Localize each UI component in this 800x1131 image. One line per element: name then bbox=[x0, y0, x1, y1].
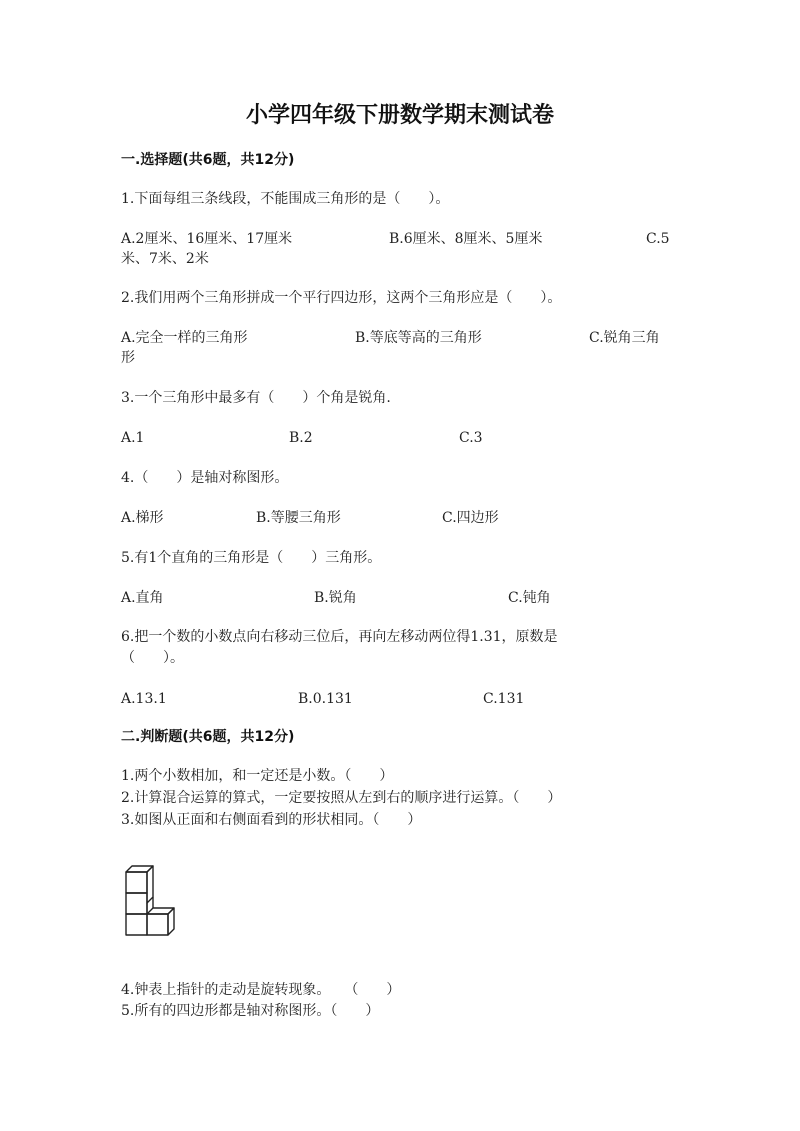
cube-front-middle bbox=[126, 893, 147, 914]
question-3-option-b: B.2 bbox=[289, 430, 313, 446]
question-4-option-a: A.梯形 bbox=[121, 510, 164, 526]
judgment-2: 2.计算混合运算的算式，一定要按照从左到右的顺序进行运算。（ ） bbox=[121, 790, 562, 806]
question-1-stem: 1.下面每组三条线段，不能围成三角形的是（ ）。 bbox=[121, 191, 450, 207]
question-6-option-a: A.13.1 bbox=[121, 691, 167, 707]
section-heading-judgment: 二.判断题(共6题，共12分) bbox=[121, 729, 295, 745]
question-2-stem: 2.我们用两个三角形拼成一个平行四边形，这两个三角形应是（ ）。 bbox=[121, 290, 562, 306]
cube-right-top-face bbox=[147, 908, 174, 914]
question-5-option-b: B.锐角 bbox=[314, 590, 357, 606]
question-1-option-c: C.5 bbox=[646, 231, 670, 247]
section-heading-choice: 一.选择题(共6题，共12分) bbox=[121, 152, 295, 168]
question-1-option-b: B.6厘米、8厘米、5厘米 bbox=[389, 231, 543, 247]
cube-right-side-face bbox=[168, 908, 174, 935]
question-2-option-c-continued: 形 bbox=[121, 350, 135, 366]
question-4-stem: 4.（ ）是轴对称图形。 bbox=[121, 470, 289, 486]
cube-front-top bbox=[126, 872, 147, 893]
question-6-option-c: C.131 bbox=[483, 691, 525, 707]
page-title: 小学四年级下册数学期末测试卷 bbox=[245, 102, 554, 128]
question-2-option-b: B.等底等高的三角形 bbox=[355, 330, 482, 346]
question-3-option-a: A.1 bbox=[121, 430, 145, 446]
cube-top-face bbox=[126, 866, 153, 872]
question-2-option-c: C.锐角三角 bbox=[589, 330, 660, 346]
question-1-option-c-continued: 米、7米、2米 bbox=[121, 251, 209, 267]
judgment-4: 4.钟表上指针的走动是旋转现象。 （ ） bbox=[121, 982, 401, 998]
cube-stack-figure bbox=[118, 860, 188, 940]
question-6-stem-continued: （ ）。 bbox=[121, 650, 184, 666]
question-5-option-c: C.钝角 bbox=[508, 590, 551, 606]
question-5-stem: 5.有1个直角的三角形是（ ）三角形。 bbox=[121, 550, 382, 566]
question-3-option-c: C.3 bbox=[459, 430, 483, 446]
question-3-stem: 3.一个三角形中最多有（ ）个角是锐角. bbox=[121, 390, 391, 406]
question-6-option-b: B.0.131 bbox=[298, 691, 353, 707]
question-4-option-c: C.四边形 bbox=[442, 510, 499, 526]
question-1-option-a: A.2厘米、16厘米、17厘米 bbox=[121, 231, 293, 247]
judgment-5: 5.所有的四边形都是轴对称图形。（ ） bbox=[121, 1003, 380, 1019]
cube-front-right bbox=[147, 914, 168, 935]
question-4-option-b: B.等腰三角形 bbox=[256, 510, 341, 526]
judgment-1: 1.两个小数相加，和一定还是小数。（ ） bbox=[121, 768, 394, 784]
cube-front-bottom bbox=[126, 914, 147, 935]
judgment-3: 3.如图从正面和右侧面看到的形状相同。（ ） bbox=[121, 812, 422, 828]
question-6-stem: 6.把一个数的小数点向右移动三位后，再向左移动两位得1.31，原数是 bbox=[121, 629, 558, 645]
cube-column-side bbox=[147, 866, 153, 903]
question-2-option-a: A.完全一样的三角形 bbox=[121, 330, 248, 346]
question-5-option-a: A.直角 bbox=[121, 590, 164, 606]
